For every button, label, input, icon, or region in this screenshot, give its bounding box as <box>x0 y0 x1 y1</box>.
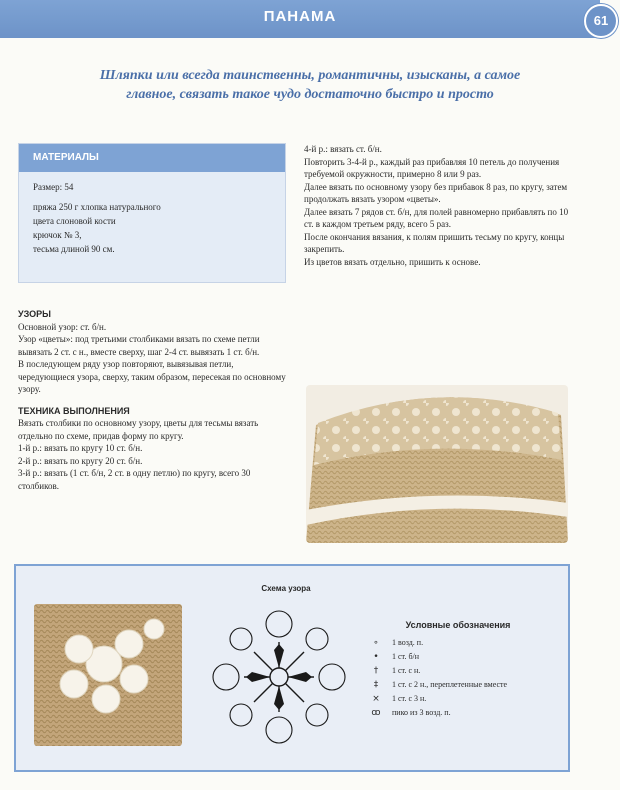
legend-item <box>368 636 548 650</box>
chain-icon: ∘ <box>373 638 379 648</box>
right-column <box>304 143 572 268</box>
materials-body <box>19 172 285 264</box>
hat-photo <box>306 385 568 543</box>
slip-icon: • <box>373 652 379 662</box>
paragraph: Из цветов вязать отдельно, пришить к основе. <box>304 256 481 267</box>
legend-label: 1 ст. с н. <box>392 666 421 675</box>
paragraph: Далее вязать по основному узору без прибавок 8 раз, по кругу, затем продолжать вязать узором «цветы». <box>304 181 568 204</box>
picot-icon: ꝏ <box>371 708 381 718</box>
row-3-text: 3-й р.: вязать (1 ст. б/н, 2 ст. в одну петлю) по кругу, всего 30 столбиков. <box>18 468 251 491</box>
execution-heading: ТЕХНИКА ВЫПОЛНЕНИЯ <box>18 405 130 416</box>
flower-photo <box>34 604 182 746</box>
crochet-diagram <box>204 602 354 752</box>
legend <box>368 618 548 720</box>
legend-label: 1 ст. б/н <box>392 652 420 661</box>
page-title: ПАНАМА <box>263 8 337 25</box>
page-number-badge: 61 <box>584 4 618 38</box>
row-2-text: 2-й р.: вязать по кругу 20 ст. б/н. <box>18 455 143 466</box>
legend-item <box>368 706 548 720</box>
list-item: тесьма длиной 90 см. <box>33 244 115 254</box>
legend-item <box>368 664 548 678</box>
lace-pattern-text: Узор «цветы»: под третьими столбиками вязать по схеме петли вывязать 2 ст. с н., вместе сверху, шаг 2-4 ст. вывязать 1 ст. б/н. <box>18 334 260 357</box>
paragraph: Повторить 3-4-й р., каждый раз прибавляя 10 петель до получения требуемой окружности, примерно 8 или 9 раз. <box>304 156 560 179</box>
list-item: крючок № 3, <box>33 230 82 240</box>
main-pattern-text: Основной узор: ст. б/н. <box>18 321 107 332</box>
legend-label: 1 возд. п. <box>392 638 424 647</box>
paragraph: После окончания вязания, к полям пришить тесьму по кругу, концы закрепить. <box>304 231 565 254</box>
legend-title: Условные обозначения <box>405 620 511 630</box>
execution-intro-text: Вязать столбики по основному узору, цветы для тесьмы вязать отдельно по схеме, придав форму по кругу. <box>18 418 259 441</box>
paragraph: Далее вязать 7 рядов ст. б/н, для полей равномерно прибавлять по 10 ст. в каждом третьем ряду, всего 5 раз. <box>304 206 569 229</box>
triple-icon: ‡ <box>373 680 379 690</box>
diagram-title: Схема узора <box>261 584 311 593</box>
legend-label: 1 ст. с 3 н. <box>392 694 427 703</box>
materials-list <box>33 200 271 256</box>
cross-icon: × <box>372 694 380 704</box>
list-item: цвета слоновой кости <box>33 216 116 226</box>
intro-text: Шляпки или всегда таинственны, романтичны, изысканы, а самое главное, связать такое чудо достаточно быстро и просто <box>99 68 521 102</box>
patterns-heading: УЗОРЫ <box>18 309 51 319</box>
double-icon: † <box>373 666 379 676</box>
legend-item <box>368 650 548 664</box>
materials-title: МАТЕРИАЛЫ <box>19 144 285 172</box>
materials-size: Размер: 54 <box>33 182 74 192</box>
legend-label: пико из 3 возд. п. <box>392 708 451 717</box>
materials-box <box>18 143 286 283</box>
row-4-text: 4-й р.: вязать ст. б/н. <box>304 144 382 154</box>
lace-note-text: В последующем ряду узор повторяют, вывязывая петли, чередующиеся узора, сверху, таким образом, пересекая по основному узору. <box>18 359 286 394</box>
diagram-panel <box>14 564 570 772</box>
legend-list <box>368 636 548 720</box>
left-column <box>18 308 286 492</box>
row-1-text: 1-й р.: вязать по кругу 10 ст. б/н. <box>18 443 143 453</box>
legend-label: 1 ст. с 2 н., переплетенные вместе <box>392 680 508 689</box>
legend-item <box>368 692 548 706</box>
legend-item <box>368 678 548 692</box>
list-item: пряжа 250 г хлопка натурального <box>33 202 161 212</box>
